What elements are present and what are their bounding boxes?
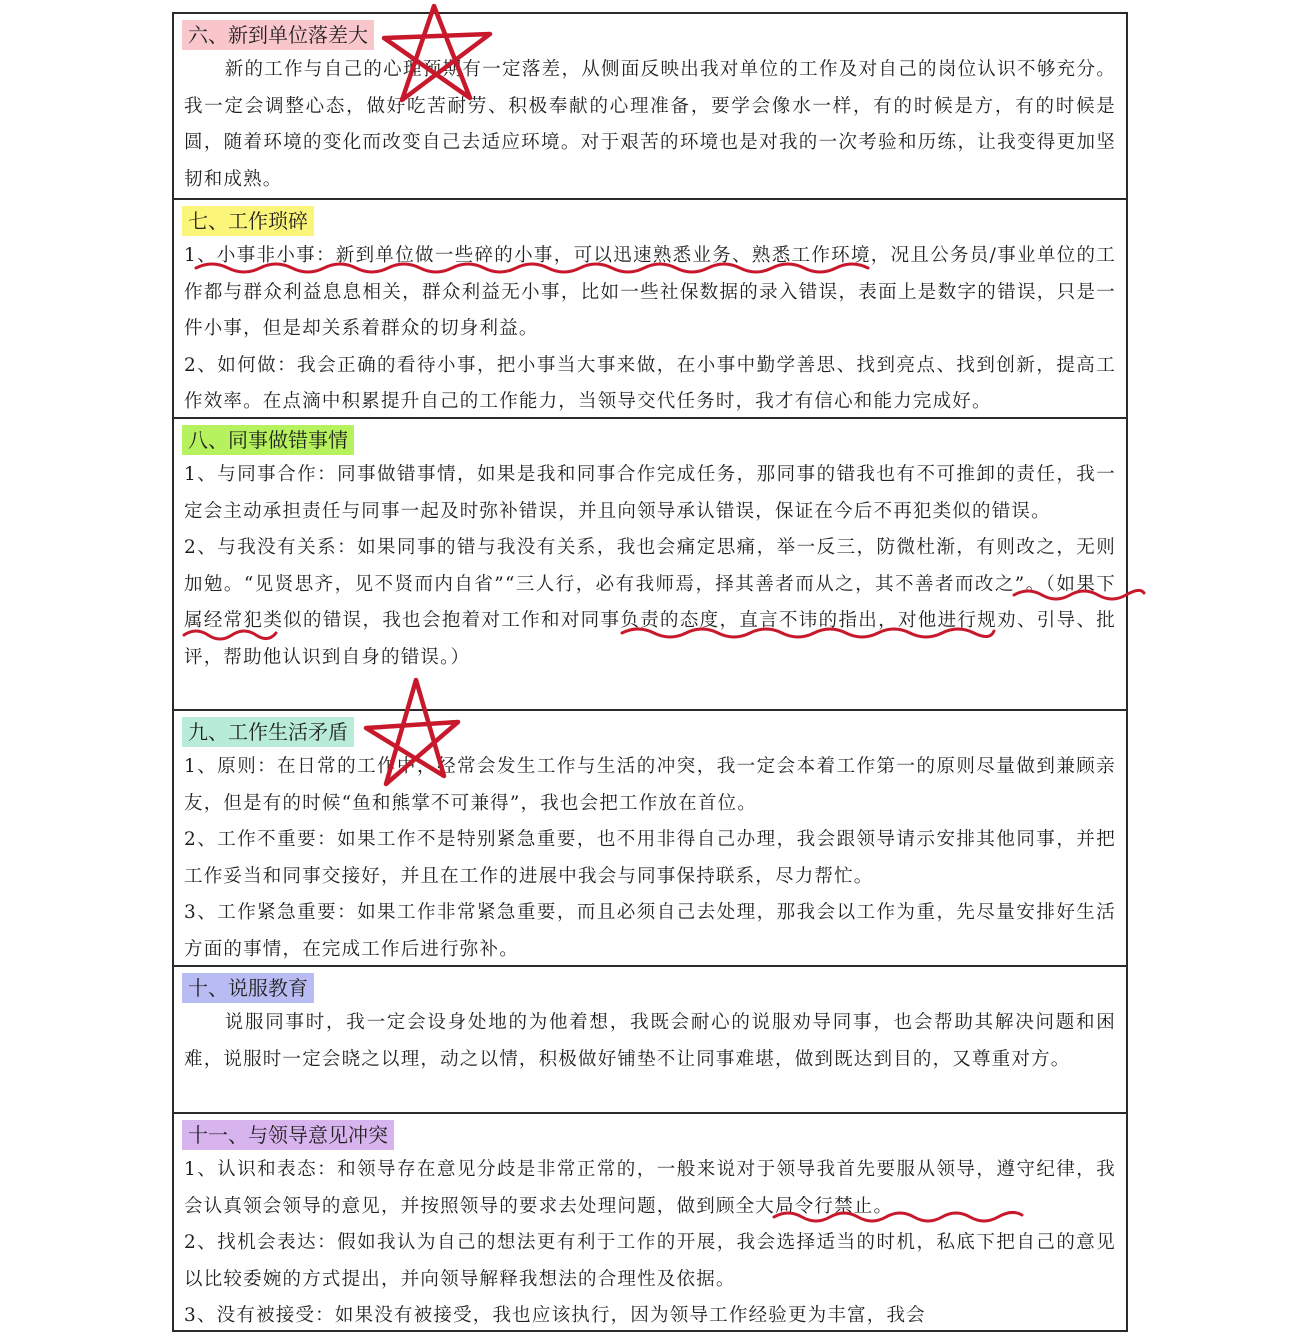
- section-heading: 七、工作琐碎: [182, 206, 314, 236]
- paragraph: 3、没有被接受：如果没有被接受，我也应该执行，因为领导工作经验更为丰富，我会: [184, 1305, 926, 1326]
- paragraph: 1、原则：在日常的工作中，经常会发生工作与生活的冲突，我一定会本着工作第一的原则尽量做到兼顾亲友，但是有的时候“鱼和熊掌不可兼得”，我也会把工作放在首位。: [184, 756, 1116, 814]
- section-heading: 八、同事做错事情: [182, 425, 354, 455]
- document-page: [172, 12, 1128, 1332]
- section-9: [174, 711, 1126, 967]
- section-11: [174, 1114, 1126, 1344]
- paragraph: 2、工作不重要：如果工作不是特别紧急重要，也不用非得自己办理，我会跟领导请示安排其他同事，并把工作妥当和同事交接好，并且在工作的进展中我会与同事保持联系，尽力帮忙。: [184, 829, 1116, 887]
- section-10: [174, 967, 1126, 1114]
- section-heading: 十、说服教育: [182, 973, 314, 1003]
- paragraph: 2、与我没有关系：如果同事的错与我没有关系，我也会痛定思痛，举一反三，防微杜渐，有则改之，无则加勉。“见贤思齐，见不贤而内自省”“三人行，必有我师焉，择其善者而从之，其不善者而改之”。（如果下属经常犯类似的错误，我也会抱着对工作和对同事负责的态度，直言不讳的指出，对他进行规劝、引导、批评，帮助他认识到自身的错误。）: [184, 537, 1116, 668]
- paragraph: 1、与同事合作：同事做错事情，如果是我和同事合作完成任务，那同事的错我也有不可推卸的责任，我一定会主动承担责任与同事一起及时弥补错误，并且向领导承认错误，保证在今后不再犯类似的错误。: [184, 464, 1116, 522]
- paragraph: 2、找机会表达：假如我认为自己的想法更有利于工作的开展，我会选择适当的时机，私底下把自己的意见以比较委婉的方式提出，并向领导解释我想法的合理性及依据。: [184, 1232, 1116, 1290]
- paragraph: 说服同事时，我一定会设身处地的为他着想，我既会耐心的说服劝导同事，也会帮助其解决问题和困难，说服时一定会晓之以理，动之以情，积极做好铺垫不让同事难堪，做到既达到目的，又尊重对方。: [184, 1012, 1116, 1070]
- paragraph: 3、工作紧急重要：如果工作非常紧急重要，而且必须自己去处理，那我会以工作为重，先尽量安排好生活方面的事情，在完成工作后进行弥补。: [184, 902, 1116, 960]
- section-heading: 九、工作生活矛盾: [182, 717, 354, 747]
- paragraph: 1、小事非小事：新到单位做一些碎的小事，可以迅速熟悉业务、熟悉工作环境，况且公务员/事业单位的工作都与群众利益息息相关，群众利益无小事，比如一些社保数据的录入错误，表面上是数字的错误，只是一件小事，但是却关系着群众的切身利益。: [184, 245, 1116, 339]
- section-6: [174, 14, 1126, 200]
- paragraph: 1、认识和表态：和领导存在意见分歧是非常正常的，一般来说对于领导我首先要服从领导，遵守纪律，我会认真领会领导的意见，并按照领导的要求去处理问题，做到顾全大局令行禁止。: [184, 1159, 1116, 1217]
- paragraph: 2、如何做：我会正确的看待小事，把小事当大事来做，在小事中勤学善思、找到亮点、找到创新，提高工作效率。在点滴中积累提升自己的工作能力，当领导交代任务时，我才有信心和能力完成好。: [184, 354, 1116, 412]
- section-8: [174, 419, 1126, 711]
- paragraph: 新的工作与自己的心理预期有一定落差，从侧面反映出我对单位的工作及对自己的岗位认识不够充分。我一定会调整心态，做好吃苦耐劳、积极奉献的心理准备，要学会像水一样，有的时候是方，有的时候是圆，随着环境的变化而改变自己去适应环境。对于艰苦的环境也是对我的一次考验和历练，让我变得更加坚韧和成熟。: [184, 59, 1116, 190]
- section-7: [174, 200, 1126, 419]
- section-heading: 十一、与领导意见冲突: [182, 1120, 394, 1150]
- section-heading: 六、新到单位落差大: [182, 20, 374, 50]
